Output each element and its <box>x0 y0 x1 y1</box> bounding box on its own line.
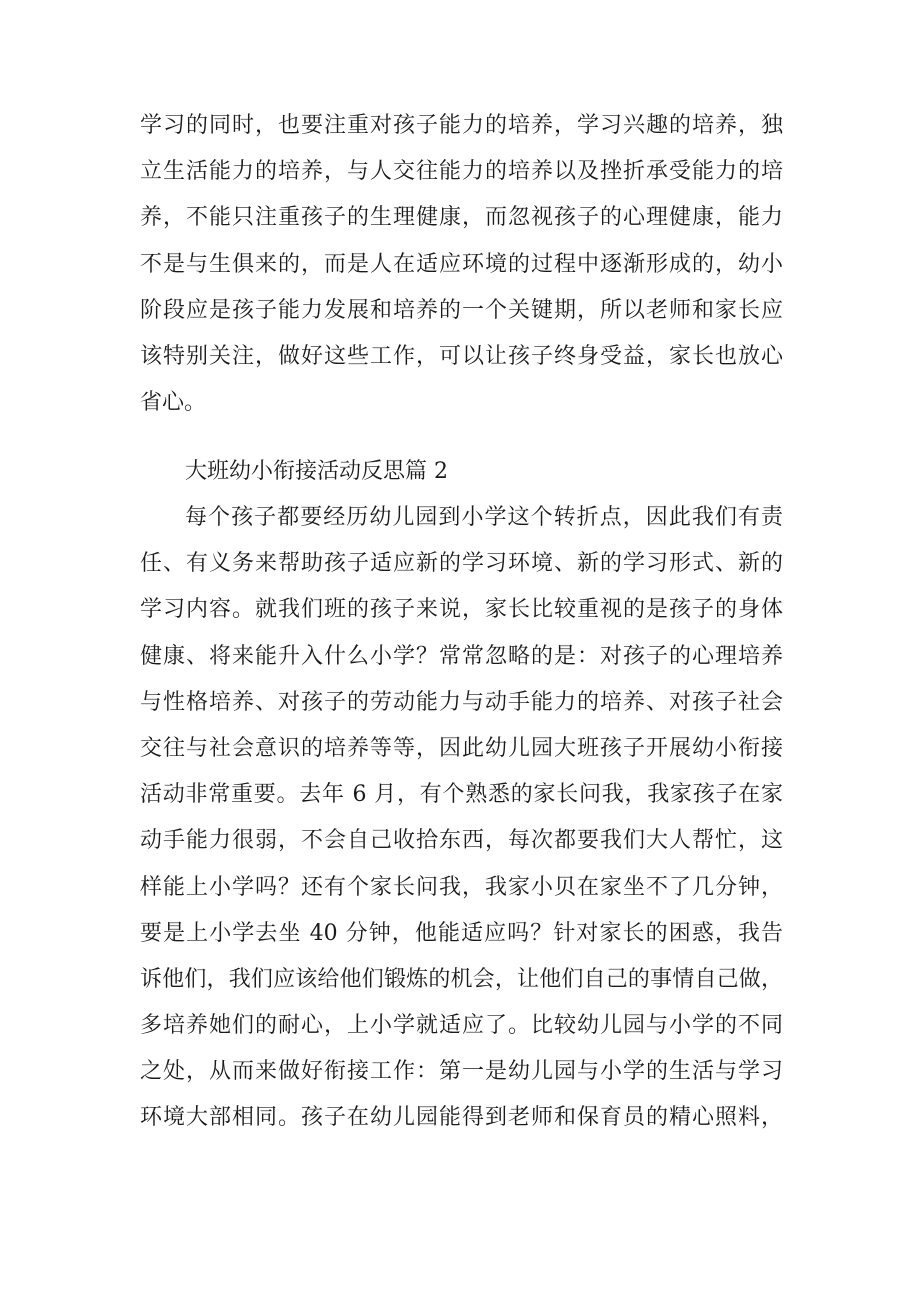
paragraph-2 <box>140 495 783 1142</box>
paragraph-2-line: 样能上小学吗？还有个家长问我，我家小贝在家坐不了几分钟， <box>140 874 783 900</box>
paragraph-1-line: 阶段应是孩子能力发展和培养的一个关键期，所以老师和家长应 <box>140 297 783 323</box>
paragraph-1-line: 不是与生俱来的，而是人在适应环境的过程中逐渐形成的，幼小 <box>140 251 783 277</box>
paragraph-2-line: 诉他们，我们应该给他们锻炼的机会，让他们自己的事情自己做， <box>140 966 783 992</box>
paragraph-2-line: 与性格培养、对孩子的劳动能力与动手能力的培养、对孩子社会 <box>140 689 783 715</box>
paragraph-2-line: 健康、将来能升入什么小学？常常忽略的是：对孩子的心理培养 <box>140 643 783 669</box>
paragraph-2-line: 动手能力很弱，不会自己收拾东西，每次都要我们大人帮忙，这 <box>140 828 783 854</box>
section-heading: 大班幼小衔接活动反思篇 2 <box>185 459 448 484</box>
paragraph-1 <box>140 103 783 426</box>
paragraph-2-line: 要是上小学去坐 40 分钟，他能适应吗？针对家长的困惑，我告 <box>140 920 783 946</box>
paragraph-2-line: 环境大部相同。孩子在幼儿园能得到老师和保育员的精心照料， <box>140 1105 783 1131</box>
paragraph-1-line: 学习的同时，也要注重对孩子能力的培养，学习兴趣的培养，独 <box>140 113 783 138</box>
paragraph-2-line: 学习内容。就我们班的孩子来说，家长比较重视的是孩子的身体 <box>140 597 783 623</box>
paragraph-2-line: 交往与社会意识的培养等等，因此幼儿园大班孩子开展幼小衔接 <box>140 735 783 761</box>
paragraph-1-line: 该特别关注，做好这些工作，可以让孩子终身受益，家长也放心 <box>140 343 783 369</box>
paragraph-2-line: 活动非常重要。去年 6 月，有个熟悉的家长问我，我家孩子在家 <box>140 782 783 808</box>
paragraph-2-line: 每个孩子都要经历幼儿园到小学这个转折点，因此我们有责 <box>185 505 783 530</box>
paragraph-1-line: 养，不能只注重孩子的生理健康，而忽视孩子的心理健康，能力 <box>140 205 783 231</box>
paragraph-2-line: 之处，从而来做好衔接工作：第一是幼儿园与小学的生活与学习 <box>140 1059 783 1085</box>
paragraph-2-line: 多培养她们的耐心，上小学就适应了。比较幼儿园与小学的不同 <box>140 1013 783 1039</box>
paragraph-1-line: 省心。 <box>140 390 207 416</box>
paragraph-1-line: 立生活能力的培养，与人交往能力的培养以及挫折承受能力的培 <box>140 159 783 185</box>
paragraph-2-line: 任、有义务来帮助孩子适应新的学习环境、新的学习形式、新的 <box>140 551 783 577</box>
